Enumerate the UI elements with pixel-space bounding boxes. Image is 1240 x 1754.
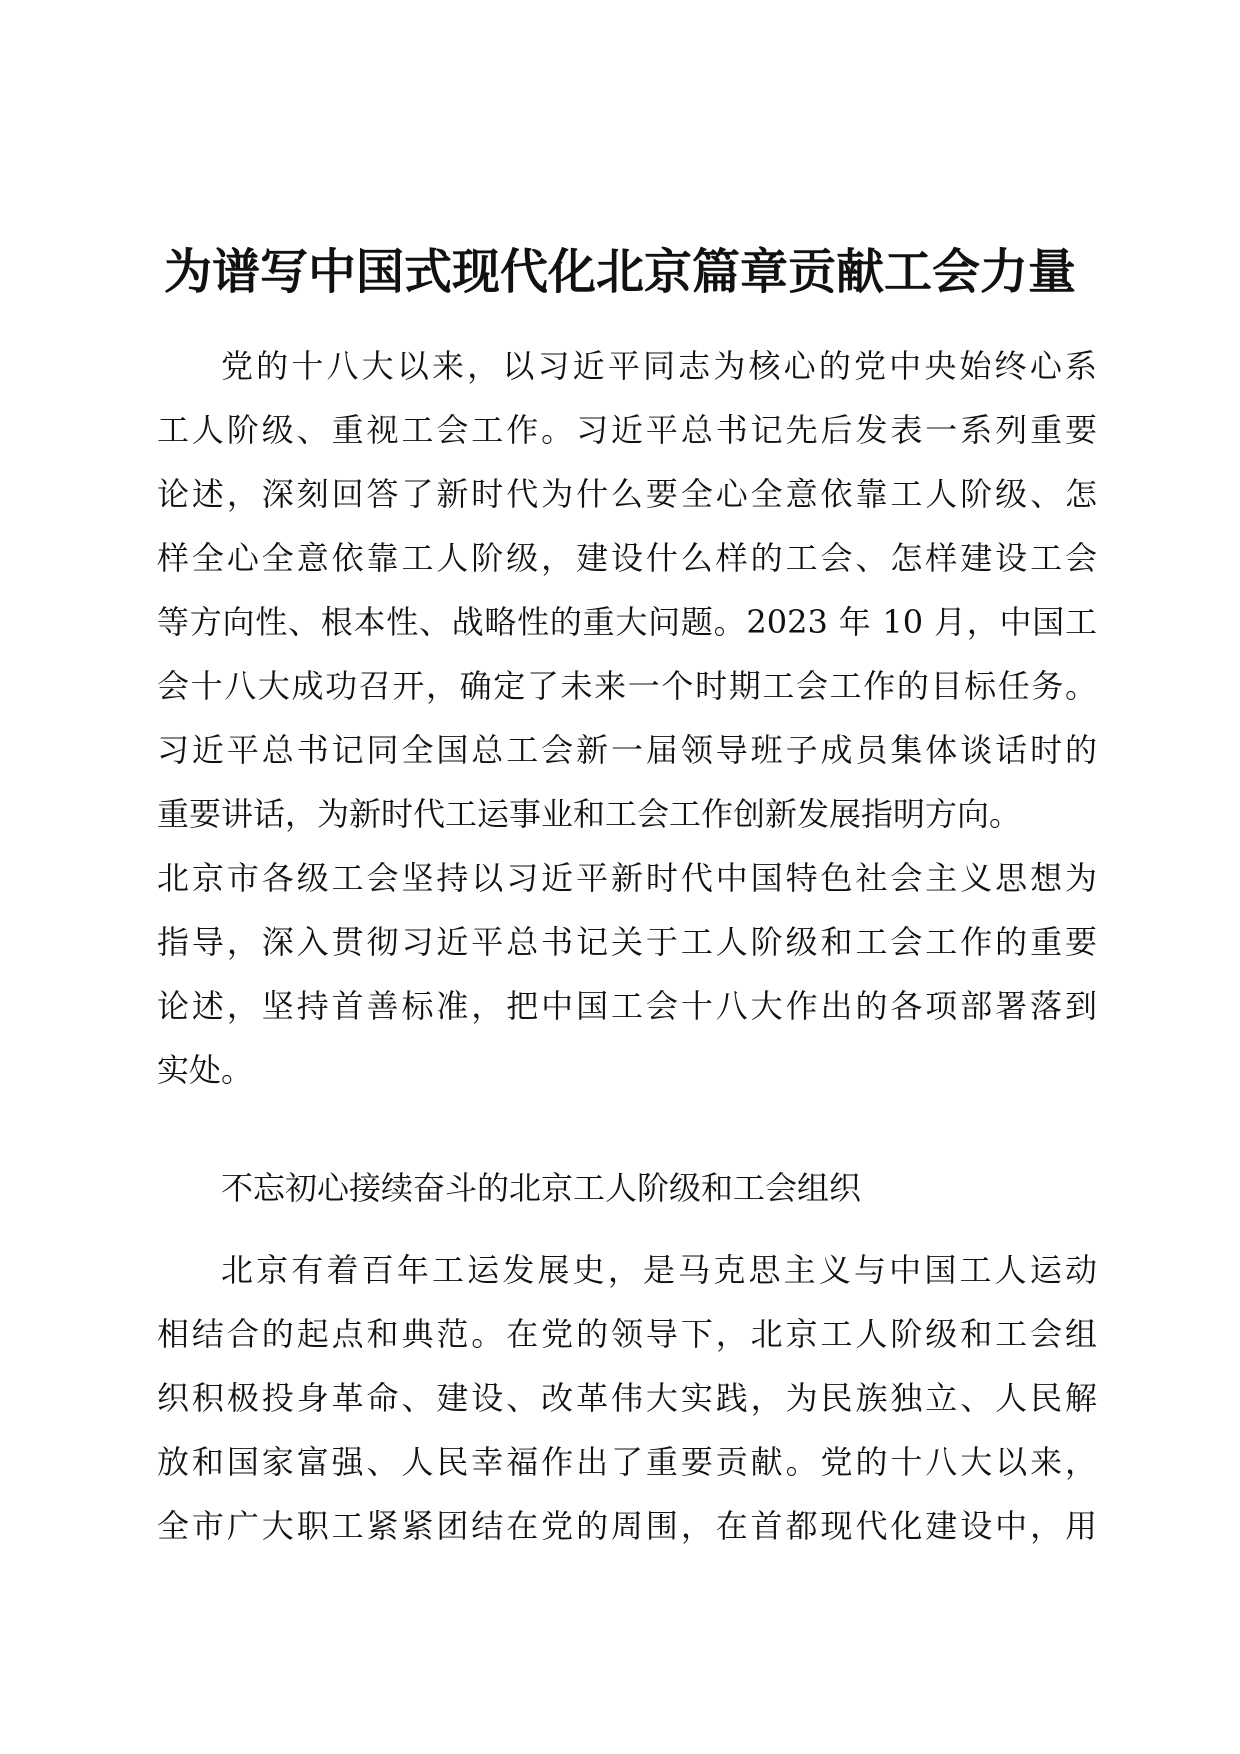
paragraph-intro [157,334,1097,1102]
paragraph-line: 工人阶级、重视工会工作。习近平总书记先后发表一系列重要 [157,411,1097,449]
paragraph-line: 北京市各级工会坚持以习近平新时代中国特色社会主义思想为 [157,859,1097,897]
paragraph-line: 样全心全意依靠工人阶级，建设什么样的工会、怎样建设工会 [157,539,1097,577]
paragraph-line: 织积极投身革命、建设、改革伟大实践，为民族独立、人民解 [157,1379,1097,1417]
section-heading: 不忘初心接续奋斗的北京工人阶级和工会组织 [221,1169,862,1207]
paragraph-line: 等方向性、根本性、战略性的重大问题。2023 年 10 月，中国工 [157,603,1097,641]
paragraph-history [157,1238,1097,1558]
paragraph-line: 论述，坚持首善标准，把中国工会十八大作出的各项部署落到 [157,987,1097,1025]
paragraph-line: 习近平总书记同全国总工会新一届领导班子成员集体谈话时的 [157,731,1097,769]
paragraph-line: 论述，深刻回答了新时代为什么要全心全意依靠工人阶级、怎 [157,475,1097,513]
paragraph-line: 全市广大职工紧紧团结在党的周围，在首都现代化建设中，用 [157,1507,1097,1545]
paragraph-line: 指导，深入贯彻习近平总书记关于工人阶级和工会工作的重要 [157,923,1097,961]
paragraph-line: 北京有着百年工运发展史，是马克思主义与中国工人运动 [221,1251,1097,1289]
paragraph-line: 重要讲话，为新时代工运事业和工会工作创新发展指明方向。 [157,795,1022,833]
paragraph-line: 相结合的起点和典范。在党的领导下，北京工人阶级和工会组 [157,1315,1097,1353]
paragraph-line: 实处。 [157,1051,254,1089]
paragraph-line: 会十八大成功召开，确定了未来一个时期工会工作的目标任务。 [157,667,1097,705]
document-title: 为谱写中国式现代化北京篇章贡献工会力量 [163,244,1076,300]
paragraph-line: 放和国家富强、人民幸福作出了重要贡献。党的十八大以来， [157,1443,1097,1481]
paragraph-line: 党的十八大以来，以习近平同志为核心的党中央始终心系 [221,347,1097,385]
